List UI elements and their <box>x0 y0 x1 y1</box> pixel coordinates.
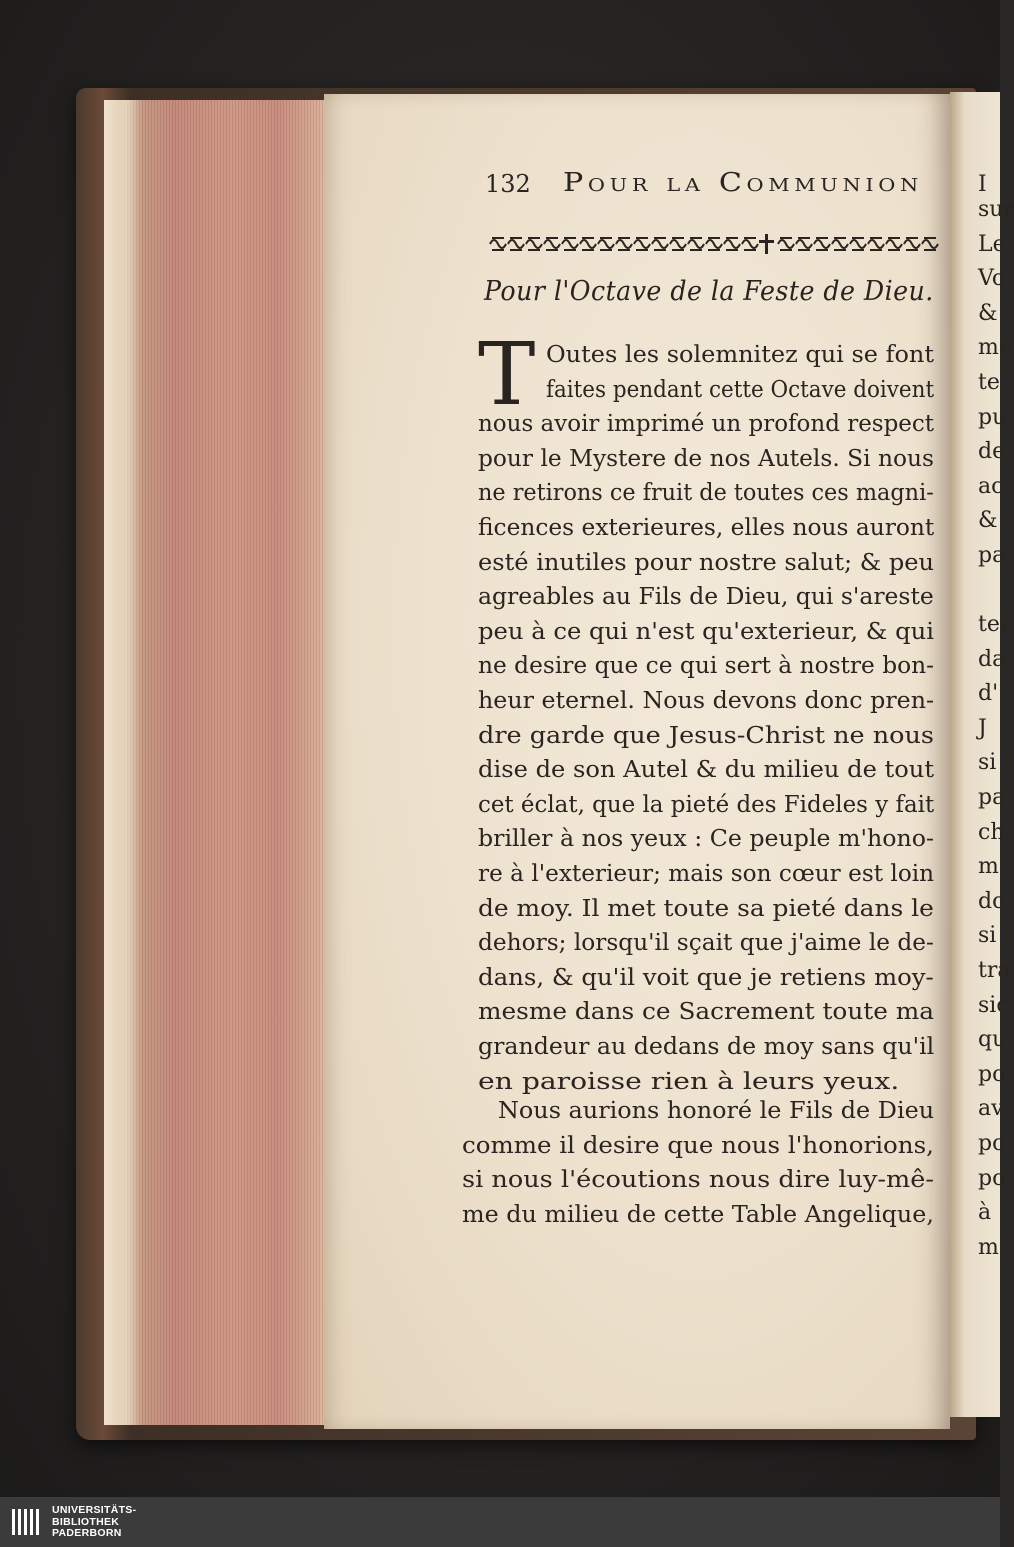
facing-page-fragment: av <box>978 1096 1004 1122</box>
facing-page-fragment: & <box>978 508 998 534</box>
text-line: heur eternel. Nous devons donc pren- <box>478 686 935 714</box>
facing-page-fragment: ac <box>978 473 1004 499</box>
text-line: peu à ce qui n'est qu'exterieur, & qui <box>478 616 934 645</box>
text-line: dehors; lorsqu'il sçait que j'aime le de- <box>478 928 934 957</box>
facing-page-fragment: si <box>978 750 997 776</box>
drop-cap: T <box>478 325 536 425</box>
facing-page-fragment: pa <box>978 785 1006 810</box>
text-line: cet éclat, que la pieté des Fideles y fait <box>478 789 935 818</box>
facing-page-fragment: m <box>978 854 999 880</box>
text-line: nous avoir imprimé un profond respect <box>478 409 935 438</box>
library-name-line: PADERBORN <box>52 1527 122 1539</box>
page-block-shade <box>104 100 144 1425</box>
facing-page-fragment: d' <box>978 681 999 707</box>
facing-page-fragment: te <box>978 370 1000 395</box>
text-line: si nous l'écoutions nous dire luy-mê- <box>462 1165 934 1194</box>
facing-page-fragment: Vo <box>978 266 1006 292</box>
facing-page-fragment: po <box>978 1061 1006 1087</box>
text-line: re à l'exterieur; mais son cœur est loin <box>478 859 935 887</box>
facing-page-fragment: do <box>978 888 1006 914</box>
facing-page-fragment: sur <box>978 197 1014 222</box>
text-line: faites pendant cette Octave doivent <box>546 374 935 403</box>
text-line: en paroisse rien à leurs yeux. <box>478 1066 900 1095</box>
facing-page-fragment: pu <box>978 404 1007 430</box>
text-line: me du milieu de cette Table Angelique, <box>462 1199 934 1228</box>
facing-page-fragment: J <box>978 715 987 741</box>
facing-page-fragment: de <box>978 439 1006 465</box>
library-logo-icon <box>12 1509 46 1535</box>
text-line: dre garde que Jesus-Christ ne nous <box>478 720 935 749</box>
facing-page-fragment: m <box>978 1234 999 1260</box>
facing-page-fragment: pa <box>978 543 1006 568</box>
facing-page-fragment: sic <box>978 992 1009 1018</box>
facing-page-fragment: po <box>978 1165 1006 1191</box>
library-footer <box>0 1497 1000 1547</box>
library-name-line: BIBLIOTHEK <box>52 1515 120 1528</box>
facing-page-fragment: po <box>978 1131 1006 1156</box>
library-name <box>52 1505 136 1540</box>
text-line: de moy. Il met toute sa pieté dans le <box>478 893 934 922</box>
facing-page-fragment: ter <box>978 612 1011 637</box>
facing-page-fragment: tra <box>978 958 1011 983</box>
text-line: grandeur au dedans de moy sans qu'il <box>478 1032 935 1060</box>
running-head <box>485 168 930 208</box>
facing-page-fragment: à <box>978 1200 992 1226</box>
text-line: pour le Mystere de nos Autels. Si nous <box>478 443 934 472</box>
text-line: Nous aurions honoré le Fils de Dieu <box>498 1096 935 1124</box>
text-line: dans, & qu'il voit que je retiens moy- <box>478 962 934 991</box>
text-line: comme il desire que nous l'honorions, <box>462 1130 934 1159</box>
facing-page-fragment: ch <box>978 819 1005 845</box>
facing-page-fragment: qu <box>978 1027 1007 1053</box>
text-line: dise de son Autel & du milieu de tout <box>478 755 935 784</box>
text-line: mesme dans ce Sacrement toute ma <box>478 997 935 1026</box>
text-line: agreables au Fils de Dieu, qui s'areste <box>478 582 934 611</box>
text-line: Outes les solemnitez qui se font <box>546 340 935 368</box>
facing-page-fragment: Le <box>978 231 1006 257</box>
running-head-title: Pour la Communion <box>563 168 923 198</box>
page-number: 132 <box>485 170 531 198</box>
facing-page-fragment: I <box>978 172 987 197</box>
text-line: briller à nos yeux : Ce peuple m'hono- <box>478 824 934 853</box>
section-title: Pour l'Octave de la Feste de Dieu. <box>484 276 934 307</box>
ornament-icon <box>486 232 934 256</box>
facing-page-fragment: si <box>978 923 997 949</box>
facing-page-fragment: da <box>978 646 1006 672</box>
library-name-line: UNIVERSITÄTS- <box>52 1504 137 1516</box>
facing-page-fragment: & <box>978 300 998 326</box>
text-line: esté inutiles pour nostre salut; & peu <box>478 547 935 576</box>
ornament-band <box>486 232 934 256</box>
facing-page <box>950 92 1014 1417</box>
facing-page-fragment: me <box>978 335 1012 361</box>
text-line: ficences exterieures, elles nous auront <box>478 513 935 541</box>
text-line: ne desire que ce qui sert à nostre bon- <box>478 651 935 680</box>
text-line: ne retirons ce fruit de toutes ces magni- <box>478 478 934 507</box>
